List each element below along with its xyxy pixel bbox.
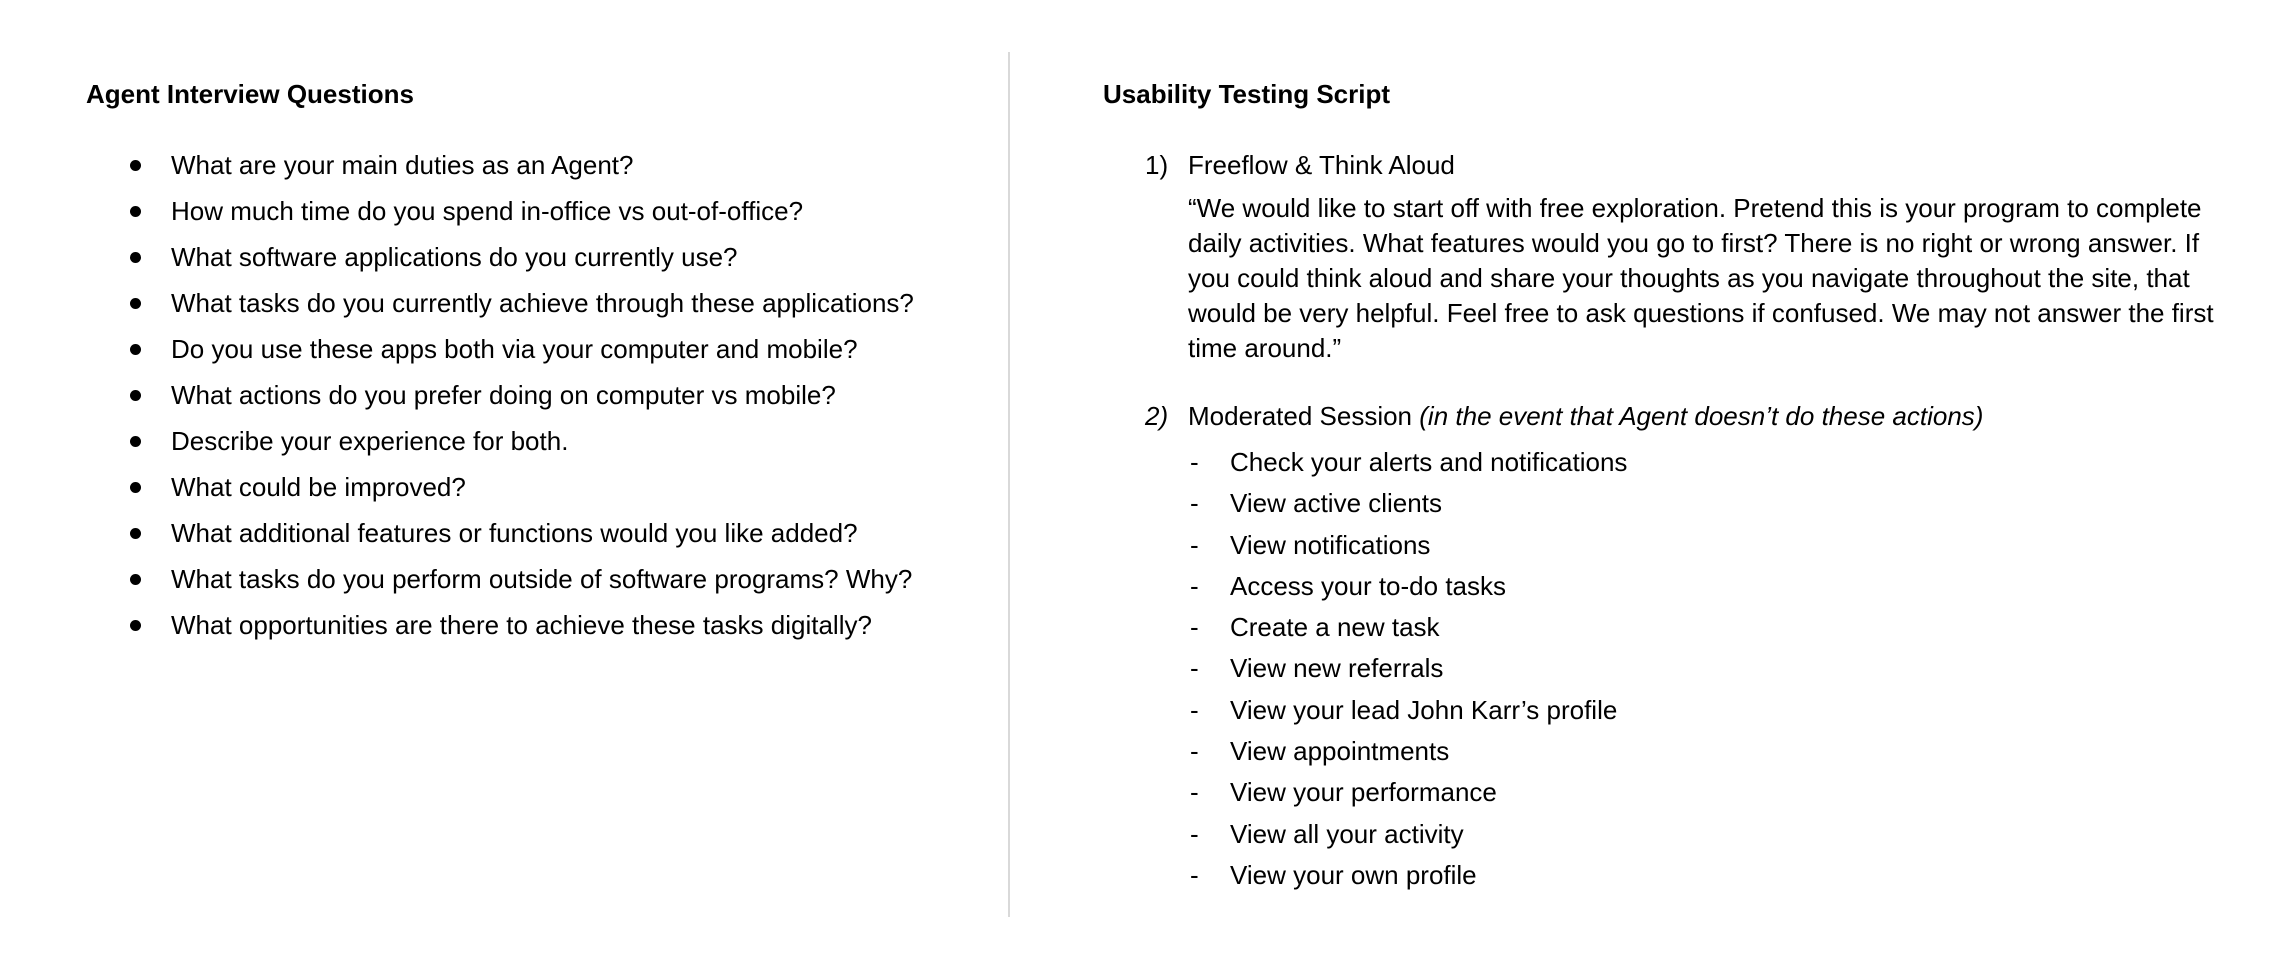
question-text: What additional features or functions would you like added? xyxy=(171,518,858,548)
task-text: View new referrals xyxy=(1230,653,1444,684)
section-title xyxy=(1188,396,1983,436)
usability-script-heading: Usability Testing Script xyxy=(1103,79,1391,109)
interview-questions-heading: Agent Interview Questions xyxy=(86,79,414,109)
bullet-icon xyxy=(130,528,141,539)
dash-icon: - xyxy=(1190,488,1199,519)
question-text: What opportunities are there to achieve these tasks digitally? xyxy=(171,610,872,640)
task-text: Access your to-do tasks xyxy=(1230,570,1506,601)
bullet-icon xyxy=(130,390,141,401)
section-number: 1) xyxy=(1145,150,1169,180)
dash-icon: - xyxy=(1190,612,1199,643)
bullet-icon xyxy=(130,344,141,355)
bullet-icon xyxy=(130,620,141,631)
dash-icon: - xyxy=(1190,653,1199,684)
freeflow-quote: “We would like to start off with free exploration. Pretend this is your program to complete daily activities. What features would you go to first? There is no right or wrong answer. If you could think aloud and share your thoughts as you navigate throughout the site, that would be very helpful. Feel free to ask questions if confused. We may not answer the first time around.” xyxy=(1188,193,2214,363)
task-text: View your own profile xyxy=(1230,859,1477,890)
question-text: What could be improved? xyxy=(171,472,466,502)
bullet-icon xyxy=(130,160,141,171)
dash-icon: - xyxy=(1190,529,1199,560)
task-text: View appointments xyxy=(1230,736,1450,767)
question-text: Do you use these apps both via your computer and mobile? xyxy=(171,334,858,364)
task-text: Create a new task xyxy=(1230,612,1440,643)
task-text: View your performance xyxy=(1230,777,1497,808)
question-text: Describe your experience for both. xyxy=(171,426,569,456)
interview-questions-column xyxy=(0,0,1008,962)
bullet-icon xyxy=(130,206,141,217)
question-text: What tasks do you currently achieve through these applications? xyxy=(171,288,914,318)
question-text: What actions do you prefer doing on computer vs mobile? xyxy=(171,380,836,410)
question-text: What software applications do you currently use? xyxy=(171,242,738,272)
dash-icon: - xyxy=(1190,736,1199,767)
dash-icon: - xyxy=(1190,447,1199,477)
dash-icon: - xyxy=(1190,570,1199,601)
dash-icon: - xyxy=(1190,777,1199,808)
dash-icon: - xyxy=(1190,818,1199,849)
section-note: (in the event that Agent doesn’t do these actions) xyxy=(1419,401,1984,431)
section-title-text: Moderated Session xyxy=(1188,401,1413,431)
question-text: How much time do you spend in-office vs out-of-office? xyxy=(171,196,804,226)
bullet-icon xyxy=(130,482,141,493)
section-title: Freeflow & Think Aloud xyxy=(1188,150,1455,180)
task-text: Check your alerts and notifications xyxy=(1230,447,1628,477)
task-text: View notifications xyxy=(1230,529,1431,560)
task-text: View all your activity xyxy=(1230,818,1464,849)
bullet-icon xyxy=(130,436,141,447)
task-text: View your lead John Karr’s profile xyxy=(1230,694,1618,725)
usability-script-column xyxy=(1010,0,2284,962)
bullet-icon xyxy=(130,298,141,309)
dash-icon: - xyxy=(1190,859,1199,890)
question-text: What are your main duties as an Agent? xyxy=(171,150,634,180)
bullet-icon xyxy=(130,574,141,585)
dash-icon: - xyxy=(1190,694,1199,725)
section-number: 2) xyxy=(1145,401,1169,431)
task-text: View active clients xyxy=(1230,488,1442,519)
question-text: What tasks do you perform outside of software programs? Why? xyxy=(171,564,913,594)
bullet-icon xyxy=(130,252,141,263)
